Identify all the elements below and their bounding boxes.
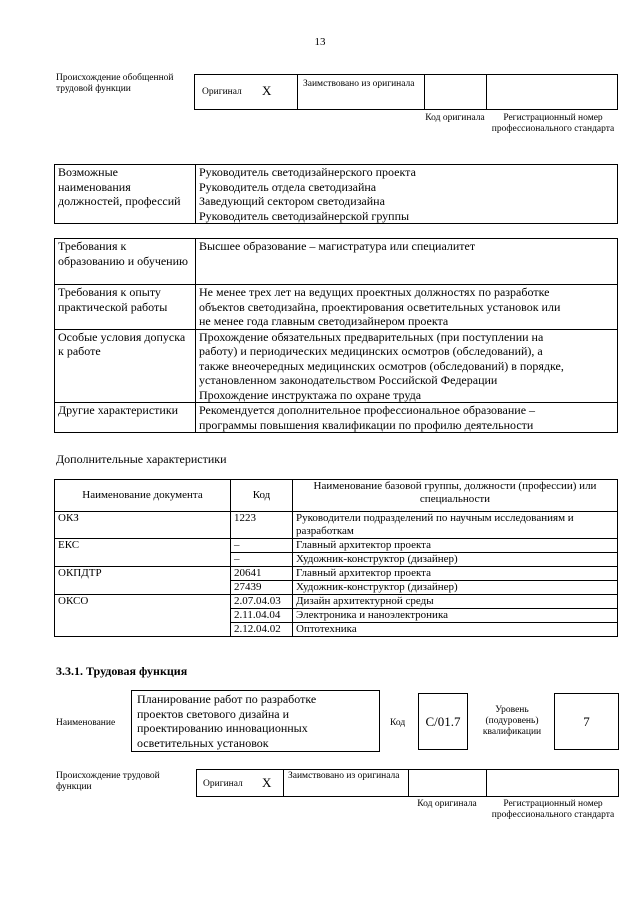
- generalized-reg-caption: Регистрационный номер профессионального стандарта: [491, 113, 615, 134]
- function-name-line: проектов светового дизайна и: [137, 706, 290, 721]
- name-cell: Оптотехника: [293, 623, 618, 637]
- req-line: Рекомендуется дополнительное профессиональное образование –: [199, 403, 536, 417]
- function-name-label: Наименование: [56, 718, 116, 728]
- positions-label: Возможные наименования должностей, профессий: [55, 165, 196, 224]
- req-line: Высшее образование – магистратура или специалитет: [199, 239, 476, 253]
- function-code-caption: Код оригинала: [417, 799, 477, 809]
- code-cell: 27439: [231, 581, 293, 595]
- function-borrowed-label: Заимствовано из оригинала: [288, 771, 400, 781]
- position-item: Руководитель отдела светодизайна: [199, 179, 377, 194]
- req-line: работу) и периодических медицинских осмотров (обследований), а: [199, 344, 543, 358]
- function-code-value: C/01.7: [425, 714, 461, 729]
- additional-table: [54, 479, 618, 637]
- function-original-mark: X: [262, 775, 272, 790]
- req-value-other: [196, 403, 618, 433]
- header-code: Код: [231, 480, 293, 512]
- req-line: не менее года главным светодизайнером проекта: [199, 314, 449, 328]
- code-cell: –: [231, 539, 293, 553]
- code-cell: 2.07.04.03: [231, 595, 293, 609]
- req-line: объектов светодизайна, проектирования осветительных установок или: [199, 299, 561, 314]
- doc-cell: ЕКС: [55, 539, 231, 567]
- function-name-line: проектированию инновационных: [137, 721, 308, 735]
- req-label-admission: Особые условия допуска к работе: [55, 329, 196, 403]
- req-label-education: Требования к образованию и обучению: [55, 239, 196, 285]
- position-item: Руководитель светодизайнерского проекта: [199, 165, 416, 179]
- req-line: также внеочередных медицинских осмотров (обследований) в порядке,: [199, 358, 564, 373]
- name-cell: Художник-конструктор (дизайнер): [293, 553, 618, 567]
- code-cell: –: [231, 553, 293, 567]
- additional-title: Дополнительные характеристики: [56, 452, 227, 466]
- code-cell: 1223: [231, 512, 293, 539]
- function-level-value: 7: [583, 714, 590, 729]
- generalized-original-mark: X: [262, 83, 272, 98]
- req-line: Прохождение обязательных предварительных (при поступлении на: [199, 329, 544, 344]
- name-cell: Дизайн архитектурной среды: [293, 595, 618, 609]
- header-doc: Наименование документа: [55, 480, 231, 512]
- function-heading: 3.3.1. Трудовая функция: [56, 664, 188, 678]
- req-label-experience: Требования к опыту практической работы: [55, 285, 196, 330]
- name-cell: Электроника и наноэлектроника: [293, 609, 618, 623]
- function-name-line: осветительных установок: [137, 735, 269, 750]
- name-cell: Руководители подразделений по научным исследованиям и разработкам: [293, 512, 618, 539]
- req-line: установленном законодательством Российской Федерации: [199, 373, 498, 387]
- doc-cell: ОКПДТР: [55, 567, 231, 595]
- doc-cell: ОКЗ: [55, 512, 231, 539]
- req-line: Не менее трех лет на ведущих проектных должностях по разработке: [199, 285, 550, 299]
- function-origin-label: Происхождение трудовой функции: [56, 771, 160, 792]
- header-name: Наименование базовой группы, должности (профессии) или специальности: [293, 480, 618, 512]
- generalized-origin-label: Происхождение обобщенной трудовой функции: [56, 73, 174, 94]
- position-item: Руководитель светодизайнерской группы: [199, 208, 410, 223]
- function-name-line: Планирование работ по разработке: [137, 692, 317, 706]
- page-number: 13: [314, 36, 326, 48]
- generalized-code-caption: Код оригинала: [425, 113, 485, 123]
- req-line: программы повышения квалификации по профилю деятельности: [199, 417, 534, 432]
- function-reg-caption: Регистрационный номер профессионального стандарта: [491, 799, 615, 820]
- function-code-label: Код: [390, 718, 406, 728]
- code-cell: 2.11.04.04: [231, 609, 293, 623]
- req-value-experience: [196, 285, 618, 330]
- doc-cell: ОКСО: [55, 595, 231, 637]
- function-original-label: Оригинал: [203, 779, 243, 789]
- name-cell: Главный архитектор проекта: [293, 539, 618, 553]
- generalized-original-label: Оригинал: [202, 87, 242, 97]
- code-cell: 2.12.04.02: [231, 623, 293, 637]
- function-level-label: Уровень (подуровень) квалификации: [482, 705, 542, 737]
- name-cell: Главный архитектор проекта: [293, 567, 618, 581]
- name-cell: Художник-конструктор (дизайнер): [293, 581, 618, 595]
- generalized-borrowed-label: Заимствовано из оригинала: [303, 79, 415, 89]
- code-cell: 20641: [231, 567, 293, 581]
- position-item: Заведующий сектором светодизайна: [199, 194, 385, 208]
- positions-list: [196, 165, 618, 224]
- positions-table: [54, 164, 618, 224]
- req-value-education: [196, 239, 618, 285]
- req-line: Прохождение инструктажа по охране труда: [199, 387, 422, 402]
- requirements-table: [54, 238, 618, 433]
- req-value-admission: [196, 329, 618, 403]
- req-label-other: Другие характеристики: [55, 403, 196, 433]
- function-name-value: [137, 692, 377, 750]
